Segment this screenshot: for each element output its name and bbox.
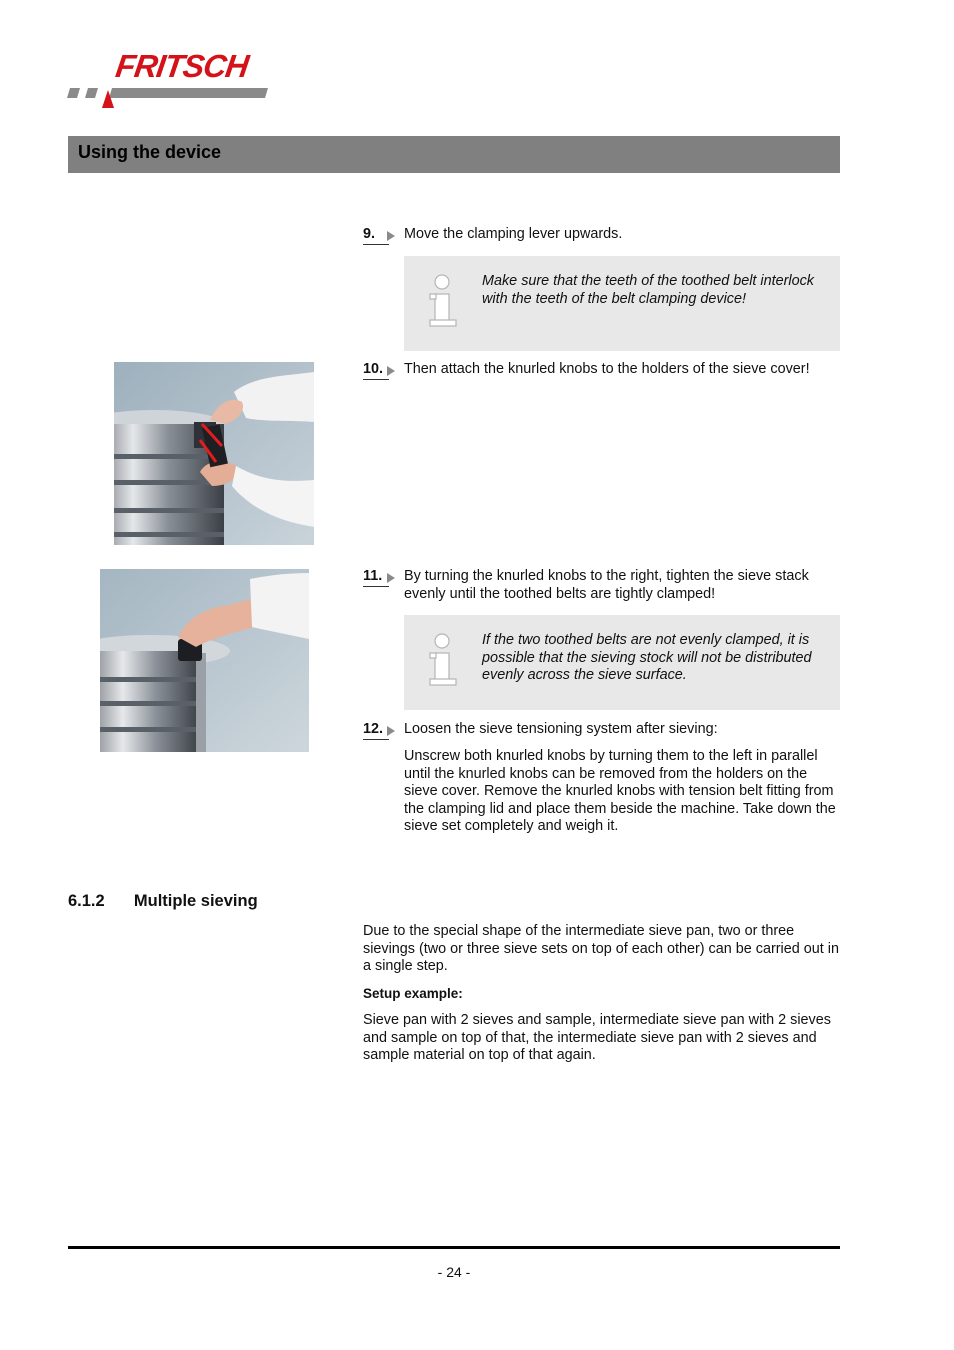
step-underline [363,379,389,380]
info-icon [428,633,460,687]
setup-label: Setup example: [363,986,463,1001]
subsection-title: Multiple sieving [133,892,258,910]
arrow-icon [387,573,395,583]
step-underline [363,739,389,740]
step-number: 10. [363,361,384,377]
arrow-icon [387,726,395,736]
step-number: 11. [363,568,383,584]
info-note [404,615,840,710]
section-header [68,136,840,173]
note-text: Make sure that the teeth of the toothed belt interlock with the teeth of the belt clamping device! [482,273,814,307]
logo-text: FRITSCH [113,48,251,84]
section-title: Using the device [78,142,222,162]
arrow-icon [387,231,395,241]
fritsch-logo [66,48,282,112]
step-12-detail: Unscrew both knurled knobs by turning them to the left in parallel until the knurled knobs can be removed from the holders on the sieve cover. Remove the knurled knobs with tension belt fitting from the clamping lid and place them beside the machine. Take down the sieve set completely and weigh it. [404,748,836,835]
step-number: 12. [363,721,384,737]
subsection-intro: Due to the special shape of the intermediate sieve pan, two or three sievings (two or three sieve sets on top of each other) can be carried out in a single step. [363,923,839,975]
note-text: If the two toothed belts are not evenly clamped, it is possible that the sieving stock will not be distributed evenly across the sieve surface. [482,632,812,683]
info-note [404,256,840,351]
step-text: By turning the knurled knobs to the right, tighten the sieve stack evenly until the toothed belts are tightly clamped! [404,568,809,602]
footer-rule [68,1246,840,1249]
setup-text: Sieve pan with 2 sieves and sample, intermediate sieve pan with 2 sieves and sample on top of that, the intermediate sieve pan with 2 sieves and sample material on top of that again. [363,1012,831,1064]
step-text: Move the clamping lever upwards. [404,226,623,242]
step-text: Loosen the sieve tensioning system after sieving: [404,721,718,737]
info-icon [428,274,460,328]
page-number: - 24 - [437,1264,471,1280]
step-text: Then attach the knurled knobs to the holders of the sieve cover! [404,361,810,377]
photo-attach-knurled-knobs [114,362,314,545]
step-underline [363,586,389,587]
subsection-number: 6.1.2 [68,892,105,910]
subsection-heading [68,892,258,911]
step-number: 9. [363,226,376,242]
arrow-icon [387,366,395,376]
step-underline [363,244,389,245]
photo-tighten-knurled-knobs [100,569,309,752]
